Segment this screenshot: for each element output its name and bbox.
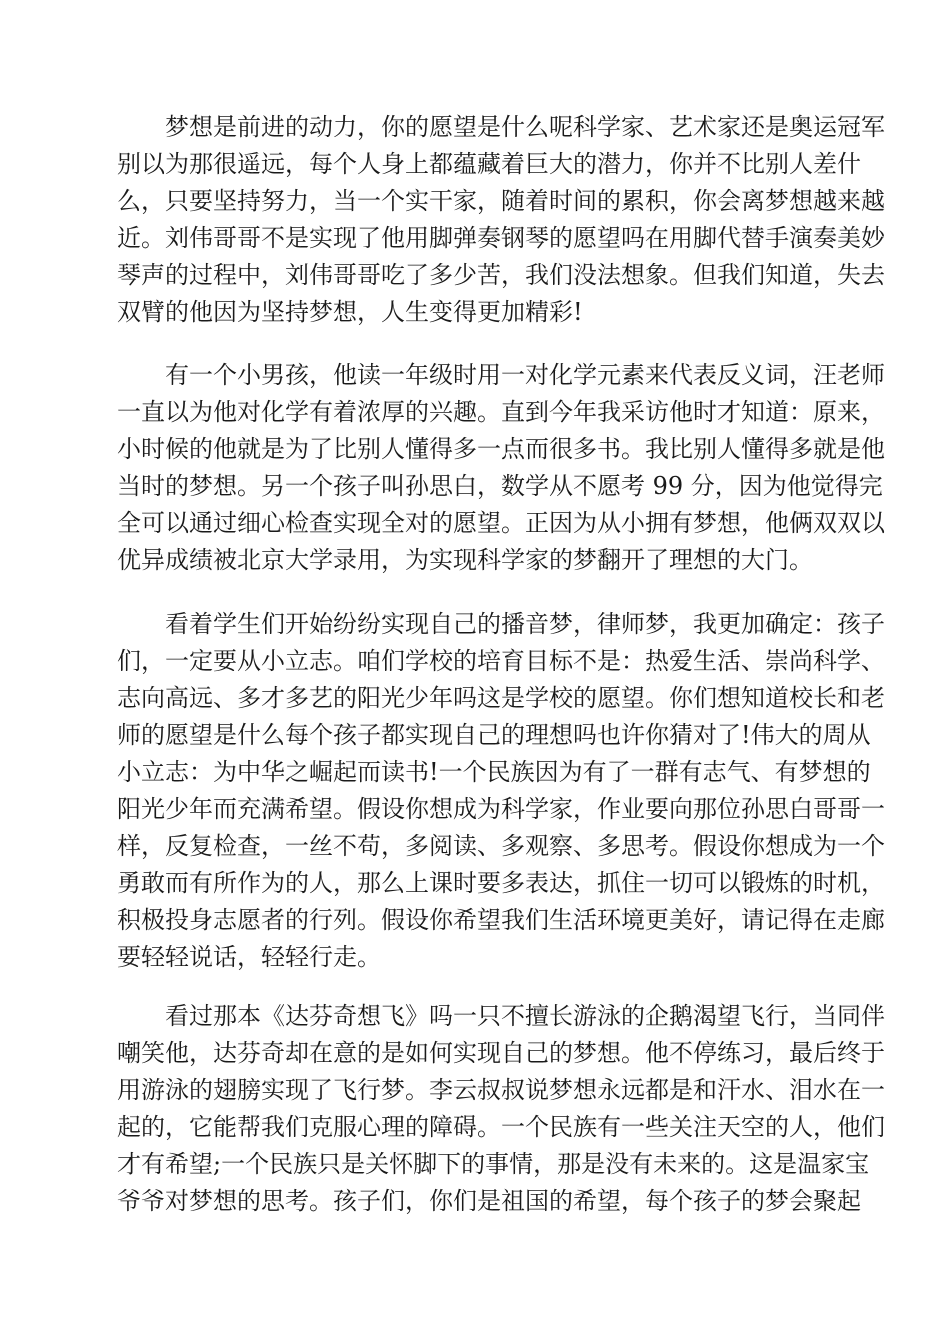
paragraph-line: 积极投身志愿者的行列。假设你希望我们生活环境更美好，请记得在走廊 [117, 906, 885, 934]
paragraph-line: 近。刘伟哥哥不是实现了他用脚弹奏钢琴的愿望吗在用脚代替手演奏美妙 [117, 224, 885, 252]
paragraph-line: 要轻轻说话，轻轻行走。 [117, 943, 381, 971]
paragraph-line: 才有希望;一个民族只是关怀脚下的事情，那是没有未来的。这是温家宝 [117, 1150, 870, 1178]
paragraph-line: 琴声的过程中，刘伟哥哥吃了多少苦，我们没法想象。但我们知道，失去 [117, 261, 885, 289]
paragraph-line: 双臂的他因为坚持梦想，人生变得更加精彩! [117, 298, 583, 326]
paragraph-2 [117, 357, 885, 579]
paragraph-line: 有一个小男孩，他读一年级时用一对化学元素来代表反义词，汪老师 [117, 361, 885, 389]
paragraph-3 [117, 606, 885, 976]
paragraph-4 [117, 998, 885, 1220]
paragraph-line: 爷爷对梦想的思考。孩子们，你们是祖国的希望，每个孩子的梦会聚起 [117, 1187, 861, 1215]
paragraph-line: 别以为那很遥远，每个人身上都蕴藏着巨大的潜力，你并不比别人差什 [117, 150, 861, 178]
paragraph-line: 志向高远、多才多艺的阳光少年吗这是学校的愿望。你们想知道校长和老 [117, 684, 885, 712]
paragraph-line: 看过那本《达芬奇想飞》吗一只不擅长游泳的企鹅渴望飞行，当同伴 [117, 1002, 885, 1030]
paragraph-line: 优异成绩被北京大学录用，为实现科学家的梦翻开了理想的大门。 [117, 546, 813, 574]
paragraph-line: 么，只要坚持努力，当一个实干家，随着时间的累积，你会离梦想越来越 [117, 187, 885, 215]
paragraph-line: 全可以通过细心检查实现全对的愿望。正因为从小拥有梦想，他俩双双以 [117, 509, 885, 537]
paragraph-line: 看着学生们开始纷纷实现自己的播音梦，律师梦，我更加确定：孩子 [117, 610, 885, 638]
paragraph-line: 嘲笑他，达芬奇却在意的是如何实现自己的梦想。他不停练习，最后终于 [117, 1039, 885, 1067]
paragraph-line: 小立志：为中华之崛起而读书!一个民族因为有了一群有志气、有梦想的 [117, 758, 871, 786]
paragraph-line: 用游泳的翅膀实现了飞行梦。李云叔叔说梦想永远都是和汗水、泪水在一 [117, 1076, 885, 1104]
paragraph-line: 梦想是前进的动力，你的愿望是什么呢科学家、艺术家还是奥运冠军 [117, 113, 885, 141]
paragraph-line: 师的愿望是什么每个孩子都实现自己的理想吗也许你猜对了!伟大的周从 [117, 721, 871, 749]
paragraph-line: 起的，它能帮我们克服心理的障碍。一个民族有一些关注天空的人，他们 [117, 1113, 885, 1141]
paragraph-line: 当时的梦想。另一个孩子叫孙思白，数学从不愿考 99 分，因为他觉得完 [117, 472, 883, 500]
paragraph-line: 样，反复检查，一丝不苟，多阅读、多观察、多思考。假设你想成为一个 [117, 832, 885, 860]
paragraph-1 [117, 109, 885, 331]
paragraph-line: 一直以为他对化学有着浓厚的兴趣。直到今年我采访他时才知道：原来， [117, 398, 885, 426]
paragraph-line: 小时候的他就是为了比别人懂得多一点而很多书。我比别人懂得多就是他 [117, 435, 885, 463]
paragraph-line: 阳光少年而充满希望。假设你想成为科学家，作业要向那位孙思白哥哥一 [117, 795, 885, 823]
paragraph-line: 勇敢而有所作为的人，那么上课时要多表达，抓住一切可以锻炼的时机， [117, 869, 885, 897]
paragraph-line: 们，一定要从小立志。咱们学校的培育目标不是：热爱生活、崇尚科学、 [117, 647, 885, 675]
